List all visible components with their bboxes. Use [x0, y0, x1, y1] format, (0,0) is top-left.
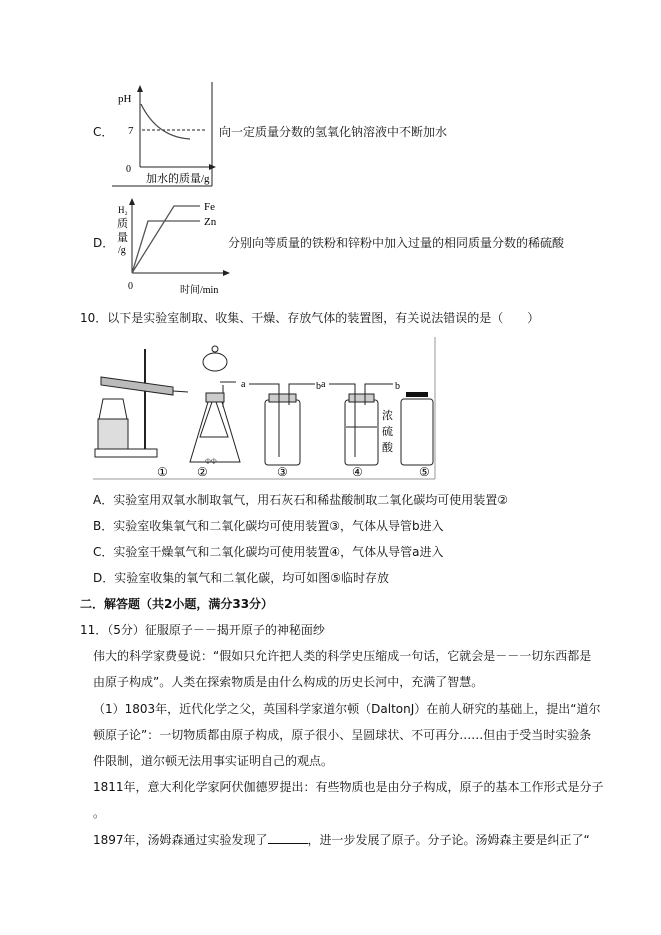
zn-label: Zn — [204, 216, 217, 228]
paragraph-line: 件限制，道尔顿无法用事实证明自己的观点。 — [93, 754, 334, 768]
answer-blank[interactable] — [268, 831, 308, 844]
section-heading: 二．解答题（共2小题，满分33分） — [80, 597, 274, 611]
text: 1897年，汤姆森通过实验发现了 — [93, 833, 268, 847]
option-d-text: 分别向等质量的铁粉和锌粉中加入过量的相同质量分数的稀硫酸 — [228, 236, 565, 250]
y-label-4: /g — [118, 245, 126, 256]
ph-graph — [112, 82, 220, 188]
acid-label-2: 硫 — [382, 426, 393, 438]
option-c-text: 向一定质量分数的氢氧化钠溶液中不断加水 — [219, 125, 448, 139]
origin-label: 0 — [128, 281, 133, 292]
q10-option-b: B．实验室收集氧气和二氧化碳均可使用装置③，气体从导管b进入 — [93, 519, 444, 533]
origin-label: 0 — [126, 164, 131, 175]
label-2: ② — [197, 465, 208, 479]
paragraph-line: 顿原子论”：一切物质都由原子构成，原子很小、呈圆球状、不可再分……但由于受当时实验条 — [93, 728, 592, 742]
fe-label: Fe — [204, 201, 215, 213]
label-1: ① — [157, 465, 168, 479]
ph-axis-label: pH — [118, 93, 132, 105]
tube-b-label: b — [316, 381, 321, 392]
acid-label-1: 浓 — [382, 410, 393, 422]
question-10-stem: 10．以下是实验室制取、收集、干燥、存放气体的装置图，有关说法错误的是（ ） — [80, 311, 540, 325]
paragraph-line: 由原子构成”。人类在探索物质是由什么构成的历史长河中，充满了智慧。 — [93, 675, 484, 689]
label-4: ④ — [352, 465, 363, 479]
paragraph-line — [93, 831, 590, 848]
paragraph-line: 。 — [93, 806, 106, 820]
question-11-stem: 11．（5分）征服原子－－揭开原子的神秘面纱 — [80, 623, 325, 637]
q10-option-c: C．实验室干燥氧气和二氧化碳均可使用装置④，气体从导管a进入 — [93, 545, 444, 559]
y-label-2: 质 — [117, 218, 128, 230]
x-axis-label: 加水的质量/g — [146, 173, 210, 185]
svg-text:ΦΦ: ΦΦ — [205, 457, 217, 466]
text: ，进一步发展了原子。分子论。汤姆森主要是纠正了“ — [307, 833, 590, 847]
tube-a-label: a — [321, 379, 326, 390]
acid-label-3: 酸 — [382, 442, 393, 454]
option-d-label: D． — [93, 236, 115, 250]
paragraph-line: 伟大的科学家费曼说：“假如只允许把人类的科学史压缩成一句话，它就会是－－一切东西都是 — [93, 649, 592, 663]
label-3: ③ — [277, 465, 288, 479]
apparatus-figure — [93, 337, 438, 480]
tube-a-label: a — [241, 379, 246, 390]
option-c-label: C． — [93, 125, 114, 139]
paragraph-line: （1）1803年，近代化学之父，英国科学家道尔顿（DaltonJ）在前人研究的基础上，提出“道尔 — [93, 702, 601, 716]
q10-option-a: A．实验室用双氧水制取氧气，用石灰石和稀盐酸制取二氧化碳均可使用装置② — [93, 493, 508, 507]
q10-option-d: D．实验室收集的氧气和二氧化碳，均可如图⑤临时存放 — [93, 571, 390, 585]
h2-graph — [112, 195, 232, 295]
paragraph-line: 1811年，意大利化学家阿伏伽德罗提出：有些物质也是由分子构成，原子的基本工作形式是分子 — [93, 780, 604, 794]
x-axis-label: 时间/min — [180, 285, 219, 295]
tube-b-label: b — [395, 381, 400, 392]
y-label-1: H₂ — [118, 205, 128, 215]
y-label-3: 量 — [117, 232, 128, 244]
label-5: ⑤ — [419, 465, 430, 479]
ph-7-label: 7 — [128, 125, 134, 137]
